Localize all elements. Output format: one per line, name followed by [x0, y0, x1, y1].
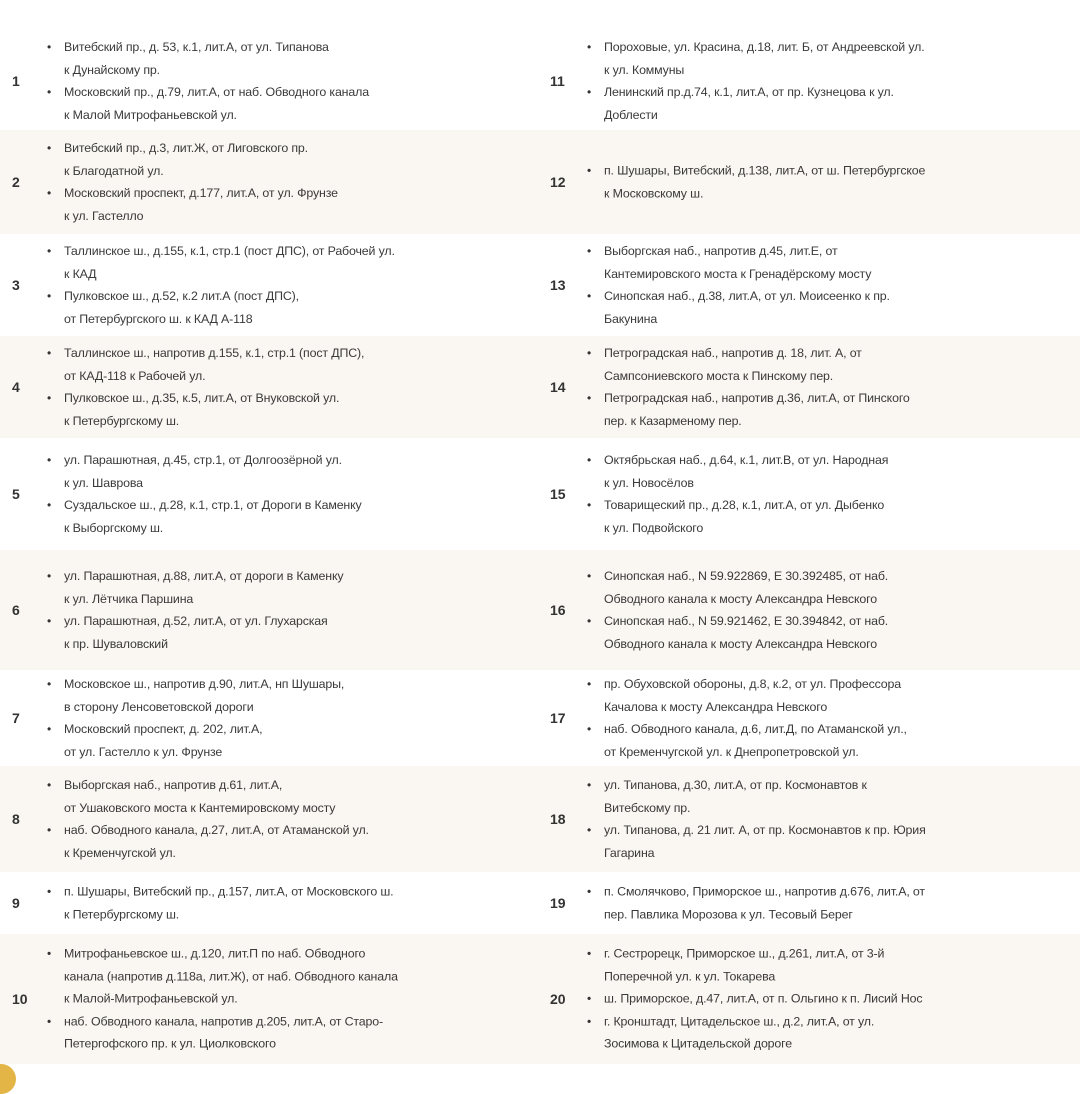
entry-row — [0, 670, 540, 766]
entry-number: 8 — [12, 811, 20, 827]
address-list — [44, 880, 530, 925]
address-item: • Синопская наб., N 59.922869, E 30.392485, от наб. Обводного канала к мосту Александра Невского — [584, 565, 1078, 610]
entry-number: 18 — [550, 811, 566, 827]
address-item: • Витебский пр., д.3, лит.Ж, от Лиговского пр. к Благодатной ул. — [44, 137, 530, 182]
address-item: • ул. Парашютная, д.45, стр.1, от Долгоозёрной ул. к ул. Шаврова — [44, 449, 530, 494]
entry-row — [0, 234, 540, 336]
entry-row — [540, 336, 1080, 438]
address-item: • Ленинский пр.д.74, к.1, лит.А, от пр. Кузнецова к ул. Доблести — [584, 81, 1078, 126]
entry-number: 5 — [12, 486, 20, 502]
address-item: • Московский пр., д.79, лит.А, от наб. Обводного канала к Малой Митрофаньевской ул. — [44, 81, 530, 126]
entry-row — [540, 130, 1080, 234]
entry-row — [0, 766, 540, 872]
entry-number: 7 — [12, 710, 20, 726]
entry-row — [540, 234, 1080, 336]
entry-row — [540, 670, 1080, 766]
address-item: • Выборгская наб., напротив д.45, лит.Е, от Кантемировского моста к Гренадёрскому мосту — [584, 240, 1078, 285]
corner-decoration — [0, 1064, 16, 1094]
address-item: • ул. Типанова, д. 21 лит. А, от пр. Космонавтов к пр. Юрия Гагарина — [584, 819, 1078, 864]
entry-row — [0, 550, 540, 670]
entry-number: 6 — [12, 602, 20, 618]
address-item: • Октябрьская наб., д.64, к.1, лит.В, от ул. Народная к ул. Новосёлов — [584, 449, 1078, 494]
address-list — [584, 449, 1078, 539]
entry-number: 16 — [550, 602, 566, 618]
entry-number: 3 — [12, 277, 20, 293]
address-item: • Таллинское ш., напротив д.155, к.1, стр.1 (пост ДПС), от КАД-118 к Рабочей ул. — [44, 342, 530, 387]
address-list — [584, 565, 1078, 655]
entry-number: 12 — [550, 174, 566, 190]
address-list — [44, 449, 530, 539]
address-item: • г. Сестрорецк, Приморское ш., д.261, лит.А, от 3-й Поперечной ул. к ул. Токарева — [584, 943, 1078, 988]
entry-number: 9 — [12, 895, 20, 911]
address-list — [44, 943, 530, 1056]
entry-row — [540, 872, 1080, 934]
address-item: • ул. Парашютная, д.88, лит.А, от дороги в Каменку к ул. Лётчика Паршина — [44, 565, 530, 610]
address-list — [44, 36, 530, 126]
entry-row — [0, 130, 540, 234]
address-item: • наб. Обводного канала, д.6, лит.Д, по Атаманской ул., от Кременчугской ул. к Днепропетровской ул. — [584, 718, 1078, 763]
address-list — [44, 673, 530, 763]
entry-row — [0, 32, 540, 130]
address-item: • Пороховые, ул. Красина, д.18, лит. Б, от Андреевской ул. к ул. Коммуны — [584, 36, 1078, 81]
address-list — [44, 137, 530, 227]
address-list — [44, 342, 530, 432]
address-item: • г. Кронштадт, Цитадельское ш., д.2, лит.А, от ул. Зосимова к Цитадельской дороге — [584, 1010, 1078, 1055]
address-item: • ул. Типанова, д.30, лит.А, от пр. Космонавтов к Витебскому пр. — [584, 774, 1078, 819]
address-item: • п. Шушары, Витебский пр., д.157, лит.А, от Московского ш. к Петербургскому ш. — [44, 880, 530, 925]
right-column — [540, 32, 1080, 1064]
address-list — [584, 342, 1078, 432]
entry-number: 4 — [12, 379, 20, 395]
address-list — [584, 673, 1078, 763]
entry-number: 17 — [550, 710, 566, 726]
entry-number: 11 — [550, 73, 565, 89]
address-item: • ул. Парашютная, д.52, лит.А, от ул. Глухарская к пр. Шуваловский — [44, 610, 530, 655]
address-list — [584, 774, 1078, 864]
entry-row — [0, 438, 540, 550]
address-item: • Московский проспект, д.177, лит.А, от ул. Фрунзе к ул. Гастелло — [44, 182, 530, 227]
address-item: • Московский проспект, д. 202, лит.А, от ул. Гастелло к ул. Фрунзе — [44, 718, 530, 763]
address-item: • Таллинское ш., д.155, к.1, стр.1 (пост ДПС), от Рабочей ул. к КАД — [44, 240, 530, 285]
address-item: • Синопская наб., д.38, лит.А, от ул. Моисеенко к пр. Бакунина — [584, 285, 1078, 330]
entry-number: 1 — [12, 73, 20, 89]
entry-number: 14 — [550, 379, 566, 395]
address-list — [584, 880, 1078, 925]
address-item: • Выборгская наб., напротив д.61, лит.А, от Ушаковского моста к Кантемировскому мосту — [44, 774, 530, 819]
address-list — [584, 159, 1078, 204]
address-list — [584, 36, 1078, 126]
entry-row — [540, 438, 1080, 550]
address-list — [44, 240, 530, 330]
address-list — [584, 240, 1078, 330]
entry-number: 15 — [550, 486, 566, 502]
left-column — [0, 32, 540, 1064]
address-item: • Суздальское ш., д.28, к.1, стр.1, от Дороги в Каменку к Выборгскому ш. — [44, 494, 530, 539]
address-item: • пр. Обуховской обороны, д.8, к.2, от ул. Профессора Качалова к мосту Александра Невского — [584, 673, 1078, 718]
address-item: • Митрофаньевское ш., д.120, лит.П по наб. Обводного канала (напротив д.118а, лит.Ж), от наб. Обводного канала к Малой-Митрофаньевской ул. — [44, 943, 530, 1011]
address-item: • Петроградская наб., напротив д. 18, лит. А, от Сампсониевского моста к Пинскому пер. — [584, 342, 1078, 387]
entry-row — [0, 872, 540, 934]
entry-row — [540, 766, 1080, 872]
address-item: • Московское ш., напротив д.90, лит.А, нп Шушары, в сторону Ленсоветовской дороги — [44, 673, 530, 718]
entry-row — [540, 32, 1080, 130]
address-item: • п. Шушары, Витебский, д.138, лит.А, от ш. Петербургское к Московскому ш. — [584, 159, 1078, 204]
entry-row — [0, 336, 540, 438]
address-item: • Витебский пр., д. 53, к.1, лит.А, от ул. Типанова к Дунайскому пр. — [44, 36, 530, 81]
entry-number: 13 — [550, 277, 566, 293]
entry-number: 19 — [550, 895, 566, 911]
entry-number: 10 — [12, 991, 28, 1007]
entry-row — [0, 934, 540, 1064]
address-item: • Товарищеский пр., д.28, к.1, лит.А, от ул. Дыбенко к ул. Подвойского — [584, 494, 1078, 539]
address-item: • Синопская наб., N 59.921462, E 30.394842, от наб. Обводного канала к мосту Александра Невского — [584, 610, 1078, 655]
entry-number: 2 — [12, 174, 20, 190]
address-list — [44, 774, 530, 864]
address-item: • наб. Обводного канала, д.27, лит.А, от Атаманской ул. к Кременчугской ул. — [44, 819, 530, 864]
address-item: • Пулковское ш., д.35, к.5, лит.А, от Внуковской ул. к Петербургскому ш. — [44, 387, 530, 432]
address-list — [584, 943, 1078, 1056]
entry-number: 20 — [550, 991, 566, 1007]
address-item: • Пулковское ш., д.52, к.2 лит.А (пост ДПС), от Петербургского ш. к КАД А-118 — [44, 285, 530, 330]
address-item: • Петроградская наб., напротив д.36, лит.А, от Пинского пер. к Казарменому пер. — [584, 387, 1078, 432]
address-item: • наб. Обводного канала, напротив д.205, лит.А, от Старо- Петергофского пр. к ул. Циолковского — [44, 1010, 530, 1055]
address-list — [44, 565, 530, 655]
address-item: • ш. Приморское, д.47, лит.А, от п. Ольгино к п. Лисий Нос — [584, 988, 1078, 1011]
entry-row — [540, 550, 1080, 670]
entry-row — [540, 934, 1080, 1064]
address-item: • п. Смолячково, Приморское ш., напротив д.676, лит.А, от пер. Павлика Морозова к ул. Тесовый Берег — [584, 880, 1078, 925]
